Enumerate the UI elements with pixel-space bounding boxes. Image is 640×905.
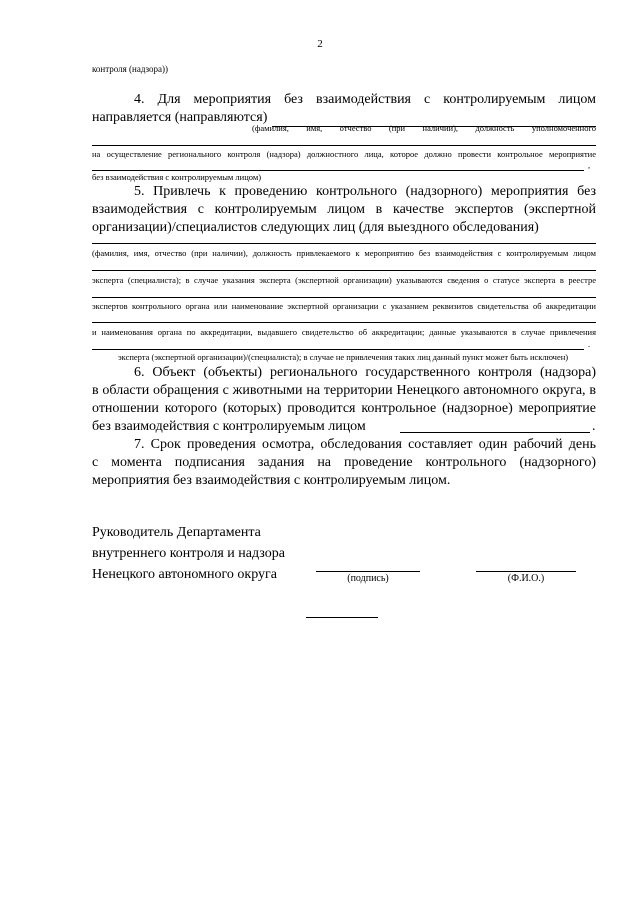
item4-caption3: без взаимодействия с контролируемым лицом) xyxy=(92,172,262,182)
item5-caption2: эксперта (специалиста); в случае указания эксперта (экспертной организации) указываются сведения о статусе эксперта в реестре xyxy=(92,275,596,285)
item6-line4: без взаимодействия с контролируемым лицом xyxy=(92,419,366,434)
item4-line-c xyxy=(92,170,584,171)
item5-caption5: эксперта (экспертной организации)/(специалиста); в случае не привлечения таких лиц данный пункт может быть исключен) xyxy=(118,352,569,362)
item6-line3: отношении которого (которых) проводится контрольное (надзорное) мероприятие xyxy=(92,401,596,416)
item4-caption1: (фамилия, имя, отчество (при наличии), должность уполномоченного xyxy=(252,123,596,133)
item5-line-2 xyxy=(92,270,596,271)
item5-caption3: экспертов контрольного органа или наименование экспертной организации с указанием реквизитов свидетельства об аккредитации xyxy=(92,301,596,311)
item6-line1: 6. Объект (объекты) регионального государственного контроля (надзора) xyxy=(134,365,596,380)
signature-title-line2: внутреннего контроля и надзора xyxy=(92,546,285,561)
item4-line1: 4. Для мероприятия без взаимодействия с контролируемым лицом xyxy=(134,92,596,107)
signature-title xyxy=(92,522,285,585)
end-rule xyxy=(306,617,378,618)
name-line xyxy=(476,571,576,572)
signature-label: (подпись) xyxy=(347,573,389,584)
item4-caption2: на осуществление регионального контроля (надзора) должностного лица, которое должно провести контрольное мероприятие xyxy=(92,149,596,159)
item7-line3: мероприятия без взаимодействия с контролируемым лицом. xyxy=(92,473,451,488)
page-number: 2 xyxy=(317,38,323,50)
item5-text: 5. Привлечь к проведению контрольного (надзорного) мероприятия без взаимодействия с контролируемым лицом в качестве экспертов (экспертной организации)/специалистов следующих лиц (для выездного обследования) xyxy=(92,184,596,235)
item4-line2: направляется (направляются) xyxy=(92,110,268,125)
item5-line-3 xyxy=(92,297,596,298)
name-label: (Ф.И.О.) xyxy=(507,573,545,584)
item5-line-4 xyxy=(92,322,596,323)
item5-period: . xyxy=(588,339,591,349)
item7-line1: 7. Срок проведения осмотра, обследования составляет один рабочий день xyxy=(134,437,596,452)
continuation-text: контроля (надзора)) xyxy=(92,64,169,74)
item5-line-1 xyxy=(92,243,596,244)
item5-caption4: и наименования органа по аккредитации, выдавшего свидетельство об аккредитации; данные указываются в случае привлечения xyxy=(92,327,596,337)
item7-line2: с момента подписания задания на проведение контрольного (надзорного) xyxy=(92,455,596,470)
item4-comma: , xyxy=(588,160,591,170)
item4-line-b xyxy=(92,145,596,146)
item5-line-5 xyxy=(92,349,584,350)
item5-caption1: (фамилия, имя, отчество (при наличии), должность привлекаемого к мероприятию без взаимодействия с контролируемым лицом xyxy=(92,248,596,258)
item6-period: . xyxy=(592,419,596,434)
item6-line2: в области обращения с животными на территории Ненецкого автономного округа, в xyxy=(92,383,596,398)
item6-fill-line xyxy=(400,432,590,433)
signature-title-line3: Ненецкого автономного округа xyxy=(92,567,277,582)
signature-title-line1: Руководитель Департамента xyxy=(92,525,261,540)
signature-line xyxy=(316,571,420,572)
